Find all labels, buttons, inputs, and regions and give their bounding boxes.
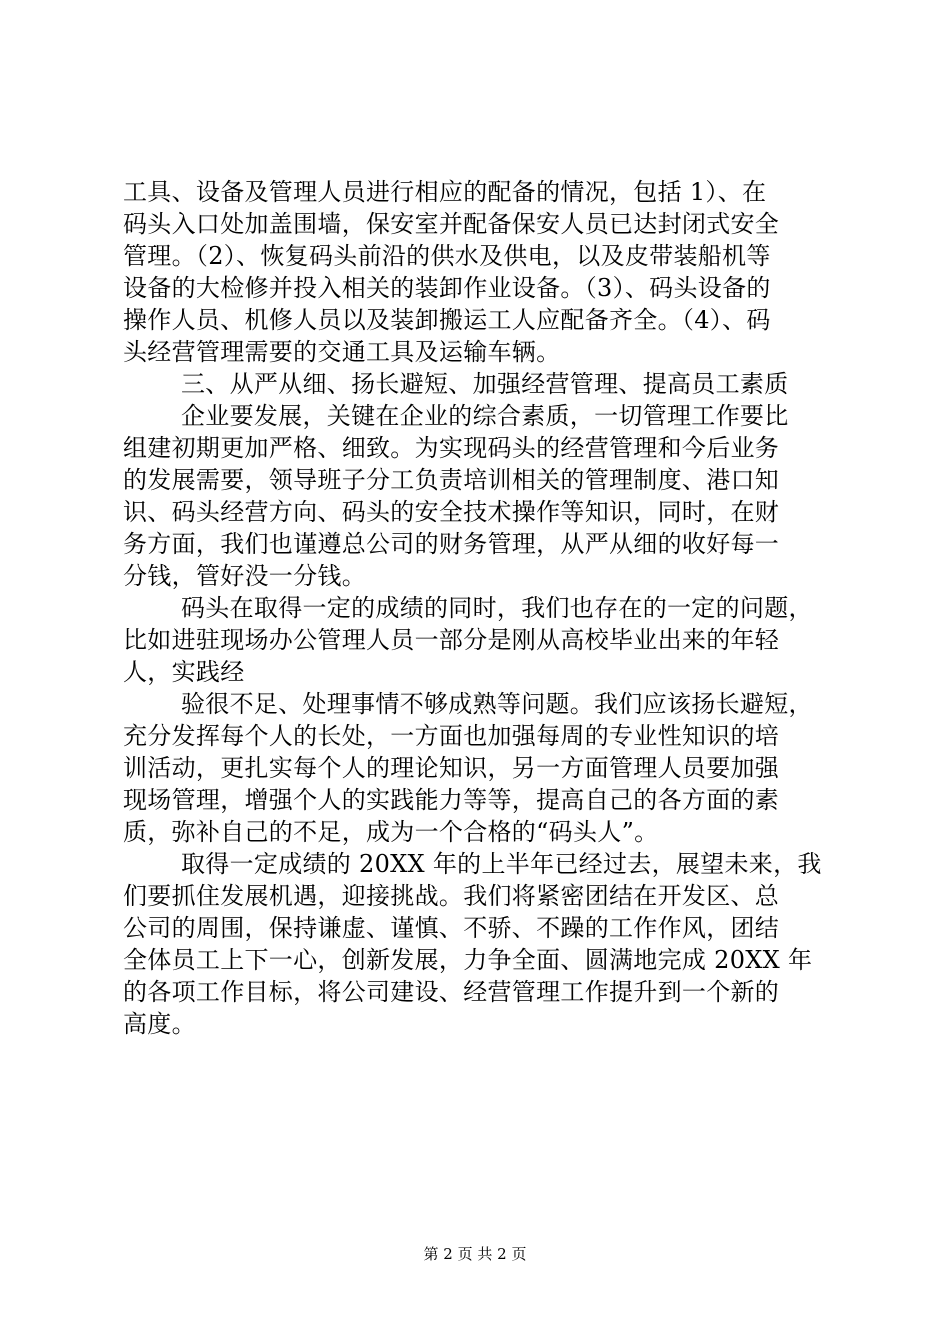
text-line: 码头在取得一定的成绩的同时，我们也存在的一定的问题，: [181, 594, 813, 622]
text-line: 工具、设备及管理人员进行相应的配备的情况，包括 1）、在: [123, 178, 767, 206]
text-line: 的各项工作目标，将公司建设、经营管理工作提升到一个新的: [123, 978, 780, 1006]
text-line: 公司的周围，保持谦虚、谨慎、不骄、不躁的工作作风，团结: [123, 914, 780, 942]
text-line: 头经营管理需要的交通工具及运输车辆。: [123, 338, 561, 366]
text-line: 充分发挥每个人的长处，一方面也加强每周的专业性知识的培: [123, 722, 780, 750]
text-line: 操作人员、机修人员以及装卸搬运工人应配备齐全。（4）、码: [123, 306, 771, 334]
text-line: 们要抓住发展机遇，迎接挑战。我们将紧密团结在开发区、总: [123, 882, 780, 910]
document-body: [123, 176, 843, 1040]
text-line: 码头入口处加盖围墙，保安室并配备保安人员已达封闭式安全: [123, 210, 780, 238]
text-line: 现场管理，增强个人的实践能力等等，提高自己的各方面的素: [123, 786, 780, 814]
text-line: 分钱，管好没一分钱。: [123, 562, 366, 590]
page-footer: 第 2 页 共 2 页: [423, 1245, 527, 1263]
text-line: 验很不足、处理事情不够成熟等问题。我们应该扬长避短，: [181, 690, 813, 718]
text-line: 管理。（2）、恢复码头前沿的供水及供电，以及皮带装船机等: [123, 242, 771, 270]
text-line: 设备的大检修并投入相关的装卸作业设备。（3）、码头设备的: [123, 274, 771, 302]
text-line: 质，弥补自己的不足，成为一个合格的“码头人”。: [123, 818, 659, 846]
text-line: 务方面，我们也谨遵总公司的财务管理，从严从细的收好每一: [123, 530, 780, 558]
text-line: 取得一定成绩的 20XX 年的上半年已经过去，展望未来，我: [181, 850, 822, 878]
text-line: 人，实践经: [123, 658, 245, 686]
section-heading: 三、从严从细、扬长避短、加强经营管理、提高员工素质: [181, 370, 789, 398]
text-line: 的发展需要，领导班子分工负责培训相关的管理制度、港口知: [123, 466, 780, 494]
text-line: 全体员工上下一心，创新发展，力争全面、圆满地完成 20XX 年: [123, 946, 813, 974]
text-line: 高度。: [123, 1010, 196, 1038]
text-line: 企业要发展，关键在企业的综合素质，一切管理工作要比: [181, 402, 789, 430]
text-line: 训活动，更扎实每个人的理论知识，另一方面管理人员要加强: [123, 754, 780, 782]
text-line: 组建初期更加严格、细致。为实现码头的经营管理和今后业务: [123, 434, 780, 462]
text-line: 比如进驻现场办公管理人员一部分是刚从高校毕业出来的年轻: [123, 626, 780, 654]
text-line: 识、码头经营方向、码头的安全技术操作等知识，同时，在财: [123, 498, 780, 526]
